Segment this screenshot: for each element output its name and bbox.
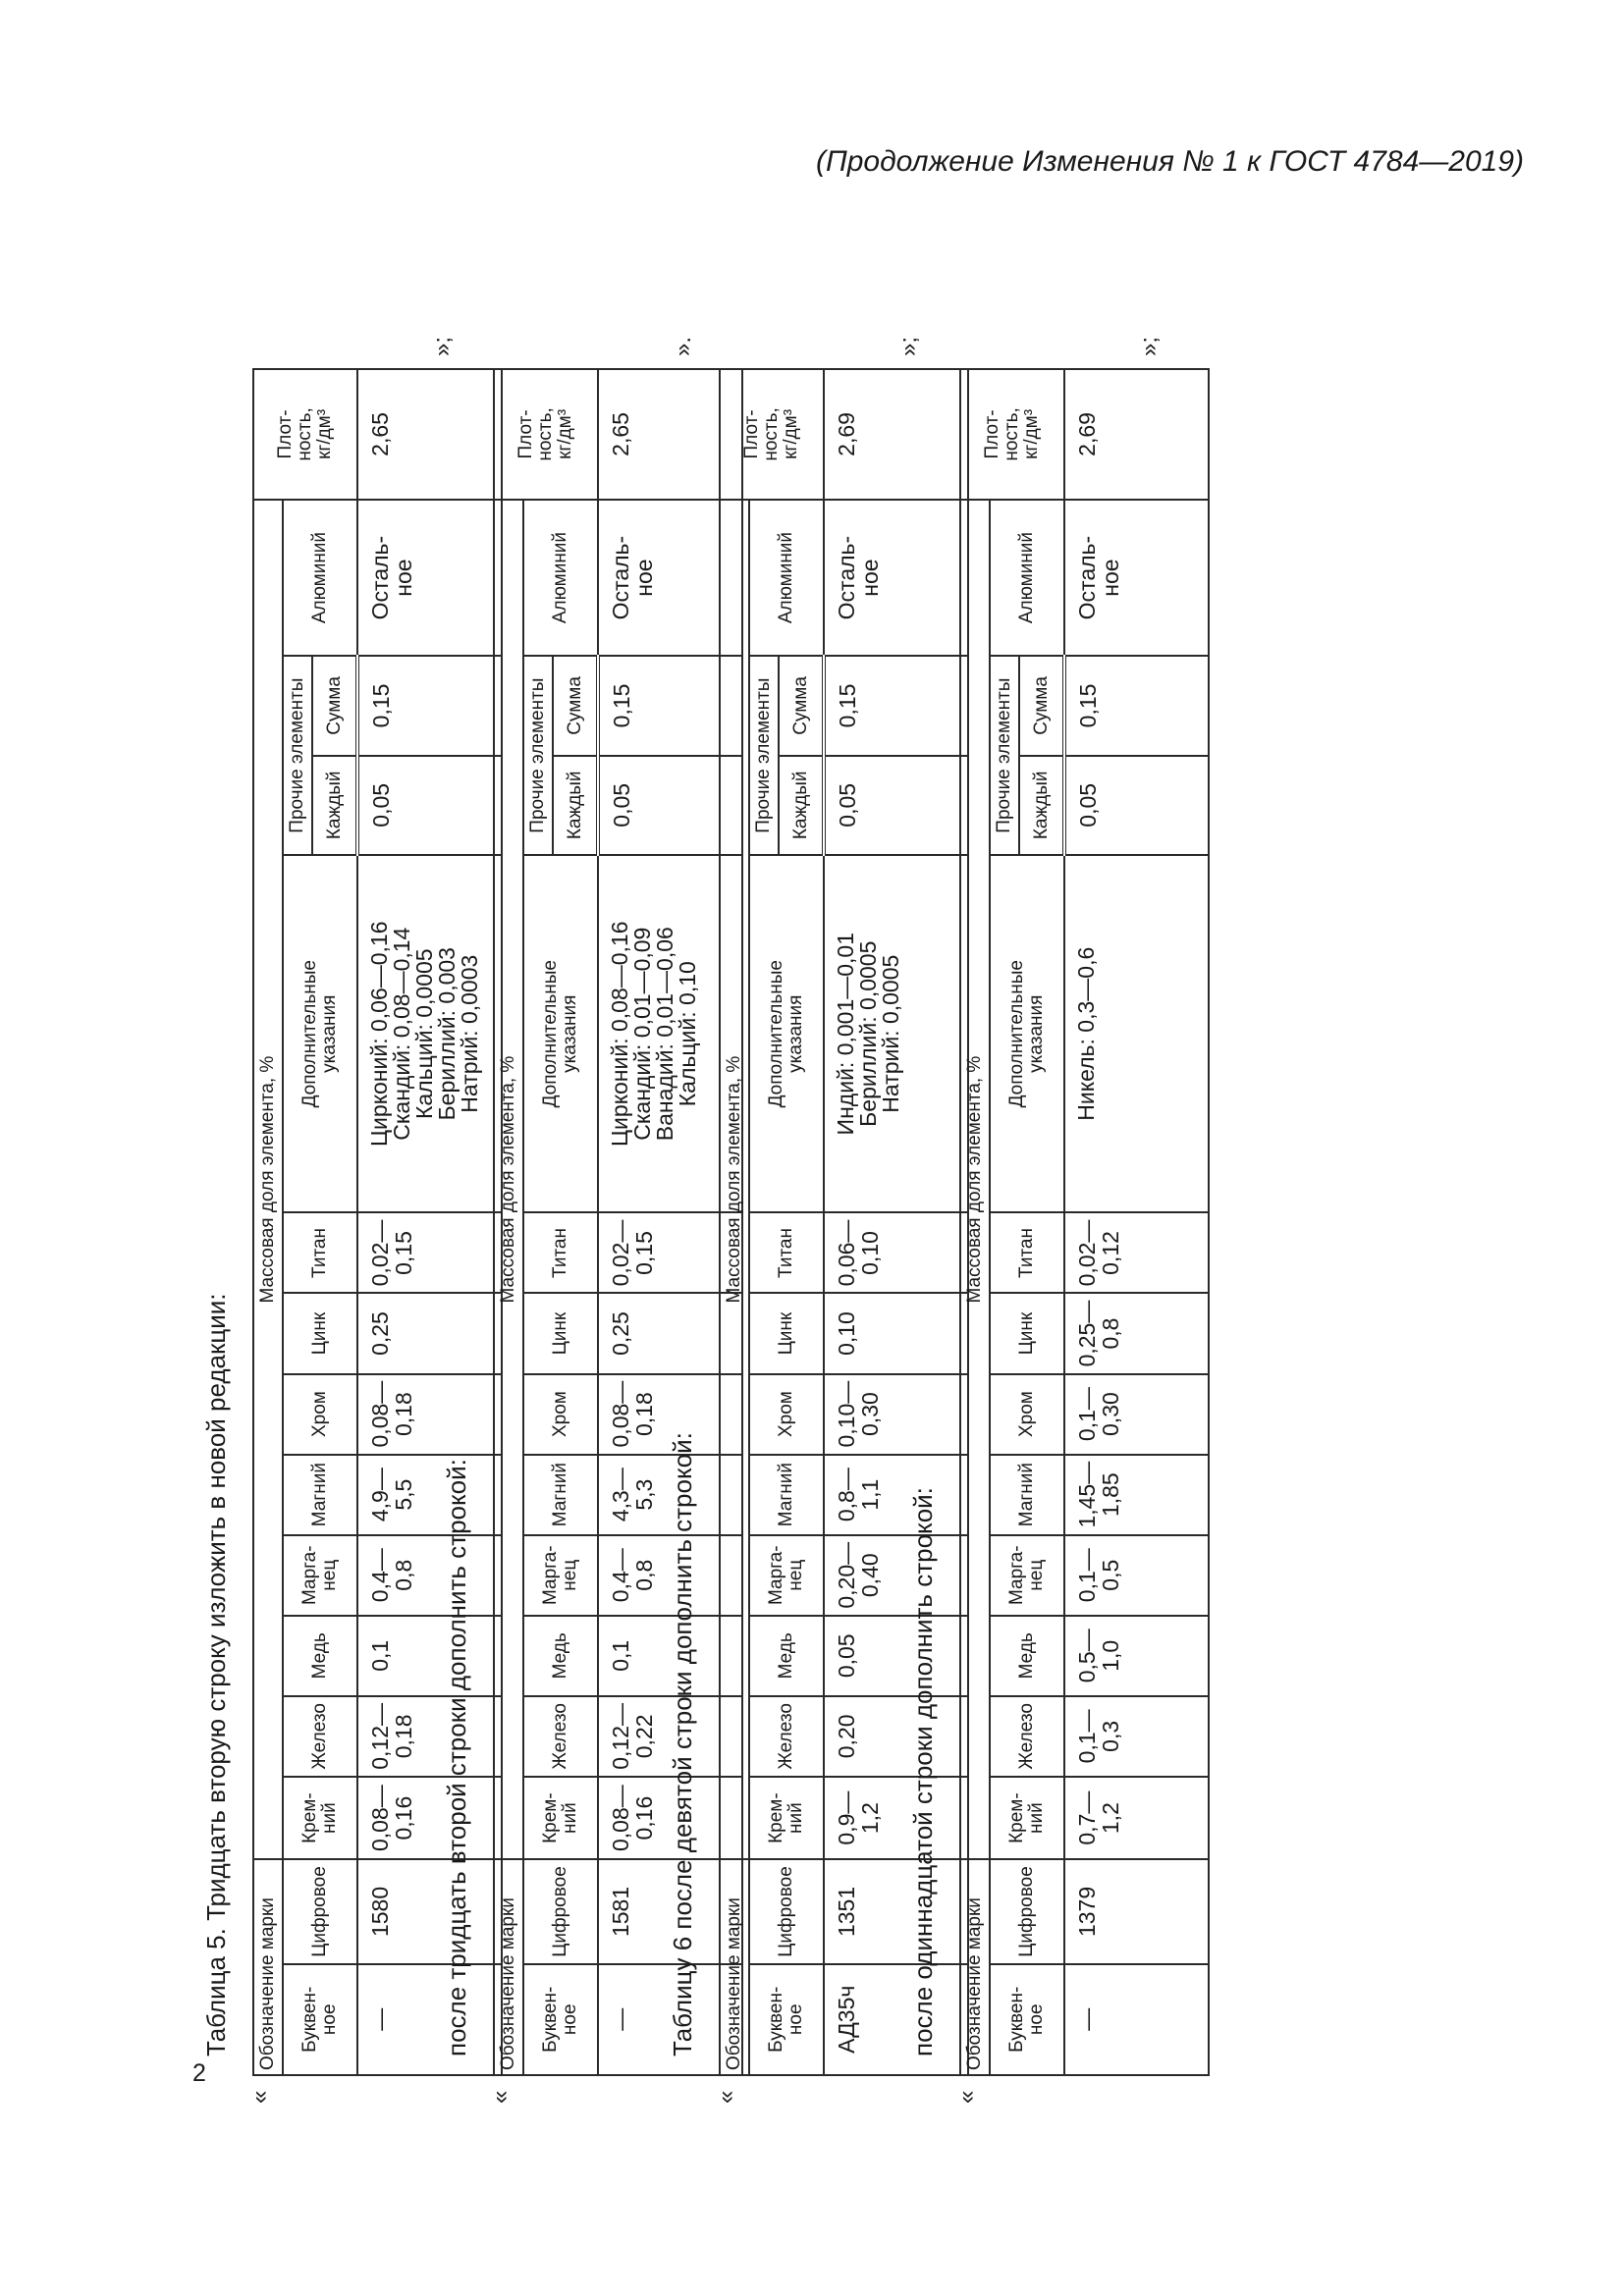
cell-manganese: 0,4— 0,8 [598, 1535, 742, 1616]
amendment-caption: после тридцать второй строки дополнить строкой: [442, 1459, 471, 2056]
cell-additional: Цирконий: 0,06—0,16 Скандий: 0,08—0,14 Кальций: 0,0005 Бериллий: 0,003 Натрий: 0,0003 [357, 855, 502, 1212]
cell-additional: Никель: 0,3—0,6 [1064, 855, 1209, 1212]
cell-chromium: 0,1— 0,30 [1064, 1374, 1209, 1455]
cell-copper: 0,05 [824, 1616, 968, 1696]
cell-digital: 1580 [357, 1859, 502, 1963]
titanium-header: Титан [990, 1212, 1064, 1293]
manganese-header: Марга- нец [990, 1535, 1064, 1616]
table-row [824, 369, 968, 2075]
aluminium-header: Алюминий [749, 500, 824, 656]
silicon-header: Крем- ний [523, 1777, 598, 1859]
cell-sum: 0,15 [824, 656, 968, 755]
cell-letter: — [357, 1964, 502, 2075]
aluminium-header: Алюминий [990, 500, 1064, 656]
each-header: Каждый [779, 756, 824, 855]
quote-open: « [487, 2090, 514, 2104]
additional-header: Дополнительные указания [749, 855, 824, 1212]
cell-aluminium: Осталь- ное [598, 500, 742, 656]
zinc-header: Цинк [990, 1294, 1064, 1374]
digital-header: Цифровое [523, 1859, 598, 1963]
table-row [357, 369, 502, 2075]
density-header: Плот- ность, кг/дм³ [494, 369, 598, 500]
cell-iron: 0,12— 0,18 [357, 1696, 502, 1777]
manganese-header: Марга- нец [749, 1535, 824, 1616]
cell-copper: 0,5— 1,0 [1064, 1616, 1209, 1696]
cell-each: 0,05 [598, 756, 742, 855]
iron-header: Железо [990, 1696, 1064, 1777]
designation-header: Обозначение марки [494, 1859, 523, 2075]
designation-header: Обозначение марки [960, 1859, 990, 2075]
each-header: Каждый [312, 756, 357, 855]
letter-header: Буквен- ное [749, 1964, 824, 2075]
cell-magnesium: 4,3— 5,3 [598, 1455, 742, 1535]
cell-magnesium: 1,45— 1,85 [1064, 1455, 1209, 1535]
quote-open: « [246, 2090, 273, 2104]
digital-header: Цифровое [749, 1859, 824, 1963]
composition-table [959, 368, 1210, 2076]
density-header: Плот- ность, кг/дм³ [960, 369, 1064, 500]
designation-header: Обозначение марки [253, 1859, 283, 2075]
cell-letter: — [1064, 1964, 1209, 2075]
cell-silicon: 0,9— 1,2 [824, 1777, 968, 1859]
digital-header: Цифровое [283, 1859, 357, 1963]
letter-header: Буквен- ное [283, 1964, 357, 2075]
sum-header: Сумма [1019, 656, 1064, 755]
cell-chromium: 0,08— 0,18 [598, 1374, 742, 1455]
iron-header: Железо [283, 1696, 357, 1777]
cell-letter: — [598, 1964, 742, 2075]
cell-density: 2,69 [824, 369, 968, 500]
silicon-header: Крем- ний [283, 1777, 357, 1859]
other-elements-header: Прочие элементы [283, 656, 312, 855]
cell-each: 0,05 [824, 756, 968, 855]
zinc-header: Цинк [523, 1294, 598, 1374]
cell-density: 2,65 [598, 369, 742, 500]
density-header: Плот- ность, кг/дм³ [720, 369, 824, 500]
quote-open: « [953, 2090, 980, 2104]
aluminium-header: Алюминий [523, 500, 598, 656]
other-elements-header: Прочие элементы [749, 656, 779, 855]
chromium-header: Хром [990, 1374, 1064, 1455]
cell-density: 2,65 [357, 369, 502, 500]
cell-density: 2,69 [1064, 369, 1209, 500]
cell-silicon: 0,7— 1,2 [1064, 1777, 1209, 1859]
cell-zinc: 0,10 [824, 1294, 968, 1374]
iron-header: Железо [523, 1696, 598, 1777]
cell-magnesium: 4,9— 5,5 [357, 1455, 502, 1535]
quote-close: ». [670, 336, 696, 356]
cell-aluminium: Осталь- ное [824, 500, 968, 656]
mass-fraction-header: Массовая доля элемента, % [253, 500, 283, 1860]
cell-aluminium: Осталь- ное [1064, 500, 1209, 656]
mass-fraction-header: Массовая доля элемента, % [720, 500, 749, 1860]
copper-header: Медь [523, 1616, 598, 1696]
quote-close: »; [1136, 336, 1163, 356]
copper-header: Медь [990, 1616, 1064, 1696]
cell-each: 0,05 [357, 756, 502, 855]
cell-titanium: 0,02— 0,15 [357, 1212, 502, 1293]
cell-digital: 1379 [1064, 1859, 1209, 1963]
cell-magnesium: 0,8— 1,1 [824, 1455, 968, 1535]
digital-header: Цифровое [990, 1859, 1064, 1963]
manganese-header: Марга- нец [283, 1535, 357, 1616]
cell-zinc: 0,25 [357, 1294, 502, 1374]
cell-additional: Цирконий: 0,08—0,16 Скандий: 0,01—0,09 Ванадий: 0,01—0,06 Кальций: 0,10 [598, 855, 742, 1212]
cell-aluminium: Осталь- ное [357, 500, 502, 656]
page-number: 2 [192, 2059, 206, 2087]
cell-manganese: 0,4— 0,8 [357, 1535, 502, 1616]
chromium-header: Хром [523, 1374, 598, 1455]
each-header: Каждый [1019, 756, 1064, 855]
cell-silicon: 0,08— 0,16 [598, 1777, 742, 1859]
magnesium-header: Магний [283, 1455, 357, 1535]
copper-header: Медь [283, 1616, 357, 1696]
silicon-header: Крем- ний [749, 1777, 824, 1859]
cell-sum: 0,15 [357, 656, 502, 755]
designation-header: Обозначение марки [720, 1859, 749, 2075]
mass-fraction-header: Массовая доля элемента, % [960, 500, 990, 1860]
amendment-caption: после одиннадцатой строки дополнить строкой: [908, 1487, 938, 2056]
cell-zinc: 0,25— 0,8 [1064, 1294, 1209, 1374]
cell-titanium: 0,02— 0,15 [598, 1212, 742, 1293]
cell-iron: 0,20 [824, 1696, 968, 1777]
cell-copper: 0,1 [357, 1616, 502, 1696]
sum-header: Сумма [553, 656, 598, 755]
copper-header: Медь [749, 1616, 824, 1696]
chromium-header: Хром [749, 1374, 824, 1455]
cell-digital: 1351 [824, 1859, 968, 1963]
additional-header: Дополнительные указания [283, 855, 357, 1212]
magnesium-header: Магний [990, 1455, 1064, 1535]
other-elements-header: Прочие элементы [523, 656, 553, 855]
cell-iron: 0,12— 0,22 [598, 1696, 742, 1777]
other-elements-header: Прочие элементы [990, 656, 1019, 855]
document-header: (Продолжение Изменения № 1 к ГОСТ 4784—2019) [815, 145, 1524, 178]
cell-sum: 0,15 [1064, 656, 1209, 755]
cell-sum: 0,15 [598, 656, 742, 755]
cell-additional: Индий: 0,001—0,01 Бериллий: 0,0005 Натрий: 0,0005 [824, 855, 968, 1212]
cell-chromium: 0,08— 0,18 [357, 1374, 502, 1455]
manganese-header: Марга- нец [523, 1535, 598, 1616]
titanium-header: Титан [283, 1212, 357, 1293]
titanium-header: Титан [749, 1212, 824, 1293]
quote-close: »; [429, 336, 456, 356]
cell-manganese: 0,20— 0,40 [824, 1535, 968, 1616]
letter-header: Буквен- ное [990, 1964, 1064, 2075]
quote-open: « [713, 2090, 739, 2104]
amendment-caption: Таблицу 6 после девятой строки дополнить строкой: [668, 1432, 697, 2056]
composition-table [493, 368, 743, 2076]
magnesium-header: Магний [523, 1455, 598, 1535]
table-row [1064, 369, 1209, 2075]
cell-silicon: 0,08— 0,16 [357, 1777, 502, 1859]
cell-iron: 0,1— 0,3 [1064, 1696, 1209, 1777]
cell-manganese: 0,1— 0,5 [1064, 1535, 1209, 1616]
magnesium-header: Магний [749, 1455, 824, 1535]
zinc-header: Цинк [283, 1294, 357, 1374]
additional-header: Дополнительные указания [990, 855, 1064, 1212]
cell-digital: 1581 [598, 1859, 742, 1963]
sum-header: Сумма [779, 656, 824, 755]
mass-fraction-header: Массовая доля элемента, % [494, 500, 523, 1860]
quote-close: »; [895, 336, 922, 356]
iron-header: Железо [749, 1696, 824, 1777]
cell-letter: АД35ч [824, 1964, 968, 2075]
cell-chromium: 0,10— 0,30 [824, 1374, 968, 1455]
each-header: Каждый [553, 756, 598, 855]
additional-header: Дополнительные указания [523, 855, 598, 1212]
aluminium-header: Алюминий [283, 500, 357, 656]
cell-zinc: 0,25 [598, 1294, 742, 1374]
cell-titanium: 0,06— 0,10 [824, 1212, 968, 1293]
letter-header: Буквен- ное [523, 1964, 598, 2075]
cell-titanium: 0,02— 0,12 [1064, 1212, 1209, 1293]
zinc-header: Цинк [749, 1294, 824, 1374]
cell-each: 0,05 [1064, 756, 1209, 855]
chromium-header: Хром [283, 1374, 357, 1455]
density-header: Плот- ность, кг/дм³ [253, 369, 357, 500]
rotated-content [182, 231, 1556, 2104]
cell-copper: 0,1 [598, 1616, 742, 1696]
amendment-caption: Таблица 5. Тридцать вторую строку изложить в новой редакции: [201, 1293, 231, 2056]
sum-header: Сумма [312, 656, 357, 755]
titanium-header: Титан [523, 1212, 598, 1293]
silicon-header: Крем- ний [990, 1777, 1064, 1859]
